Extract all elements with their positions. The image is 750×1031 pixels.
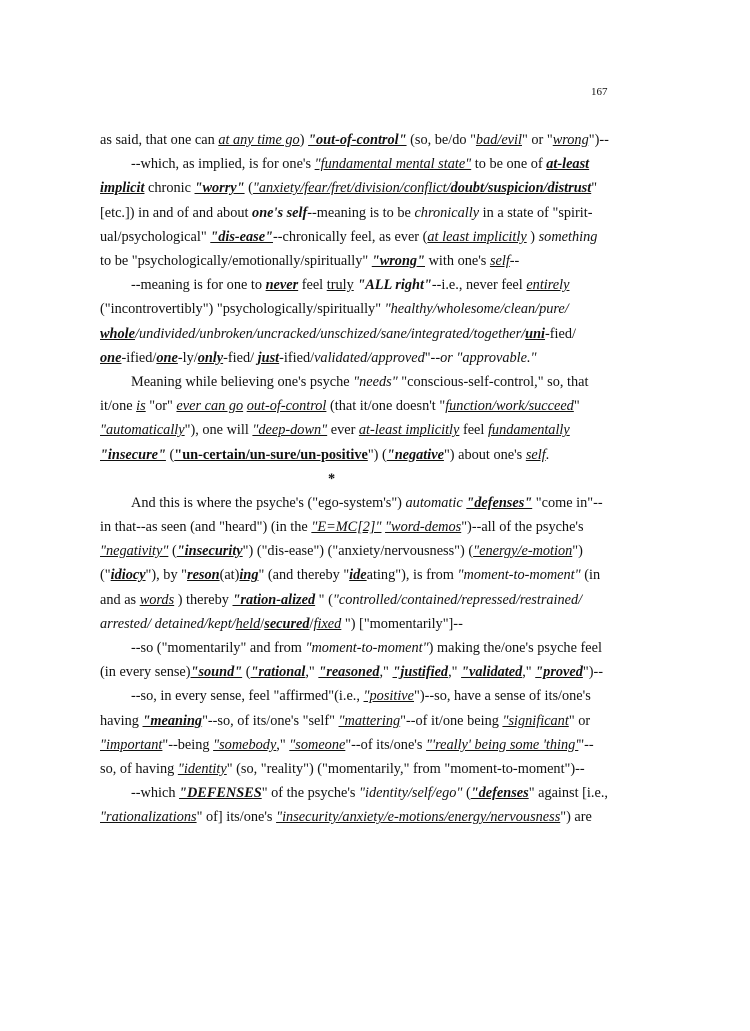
text-run: or "approvable."	[440, 349, 537, 366]
text-run: "negative	[386, 446, 444, 463]
text-run: function/work/succeed	[445, 398, 574, 415]
text-line	[100, 201, 620, 225]
text-run: .	[545, 446, 550, 463]
section-break-asterisk	[100, 467, 620, 491]
text-run: -fied/	[223, 349, 258, 366]
text-run: " or	[568, 712, 591, 729]
text-line	[100, 684, 620, 708]
text-run: "	[591, 180, 598, 197]
text-run: "rationalizations	[100, 809, 197, 826]
text-line	[100, 636, 620, 660]
text-run: "insecurity	[176, 543, 243, 560]
text-run: "--so, of its/one's "self"	[202, 712, 339, 729]
text-run: "'really' being some 'thing'	[426, 736, 579, 753]
text-line	[100, 225, 620, 249]
text-run: "moment-to-moment"	[457, 567, 581, 584]
text-run: "--of its/one's	[345, 736, 427, 753]
text-run: "ALL right"	[357, 277, 432, 294]
text-run: "mattering	[338, 712, 401, 729]
text-run: "insecurity/anxiety/e-motions/energy/nervousness	[276, 809, 561, 826]
text-run: "controlled/contained/repressed/restrained/	[332, 591, 583, 608]
text-run: ")--all of the psyche's	[461, 519, 584, 536]
text-run: "out-of-control"	[308, 132, 407, 148]
text-run: "un-certain/un-sure/un-positive	[174, 446, 368, 463]
text-run: whole	[100, 325, 135, 342]
text-run: -ified/	[279, 349, 315, 366]
text-run: ever	[327, 422, 359, 439]
text-run: ")--	[582, 664, 603, 681]
text-run: (that it/one doesn't "	[326, 398, 446, 415]
text-line	[100, 152, 620, 176]
text-run: at-least implicitly	[358, 422, 460, 439]
text-run: feel	[459, 422, 488, 439]
text-run: --chronically feel, as ever (	[273, 228, 428, 245]
text-run: ("incontrovertibly") "psychologically/spiritually"	[100, 301, 385, 318]
text-run: one's self	[252, 204, 308, 221]
text-run: at-least	[546, 156, 590, 173]
text-run: having	[100, 712, 143, 729]
text-run: (in	[580, 567, 601, 584]
text-run: in that--as seen (and "heard") (in the	[100, 519, 312, 536]
text-run: so, of having	[100, 761, 178, 778]
text-run: uni	[525, 325, 546, 342]
text-run: ")--	[588, 132, 609, 148]
text-run: entirely	[526, 277, 570, 294]
text-run: ,"	[379, 664, 393, 681]
text-run: only	[197, 349, 224, 366]
text-run: with one's	[425, 253, 490, 270]
text-run: --which	[131, 785, 180, 802]
text-run: "validated	[461, 664, 523, 681]
text-run: /	[260, 615, 265, 632]
text-run: ) making the/one's psyche feel	[428, 640, 602, 657]
text-run: (at)	[219, 567, 240, 584]
text-run: fixed	[313, 615, 342, 632]
text-run: bad/evil	[475, 132, 522, 148]
text-run: ing	[239, 567, 259, 584]
text-line	[100, 515, 620, 539]
text-run: it/one	[100, 398, 137, 415]
text-run: "), one will	[184, 422, 253, 439]
text-run: " of the psyche's	[261, 785, 360, 802]
text-line	[100, 612, 620, 636]
text-run: just	[257, 349, 280, 366]
text-line	[100, 757, 620, 781]
text-line	[100, 394, 620, 418]
text-run: validated/approved	[314, 349, 425, 366]
text-run: "DEFENSES	[179, 785, 262, 802]
text-line	[100, 273, 620, 297]
text-run: )	[526, 228, 539, 245]
text-run: --so ("momentarily" and from	[131, 640, 306, 657]
text-run: ,"	[448, 664, 462, 681]
text-run: and as	[100, 591, 140, 608]
text-run: (	[242, 664, 251, 681]
text-run: words	[139, 591, 175, 608]
text-run: " (so, "reality") ("momentarily," from "moment-to-moment")--	[226, 761, 585, 778]
text-run: implicit	[100, 180, 145, 197]
text-run: ,"	[305, 664, 319, 681]
text-run: out-of-control	[246, 398, 327, 415]
text-run: "identity/self/ego"	[359, 785, 463, 802]
text-run: Meaning while believing one's psyche	[131, 374, 354, 391]
text-line	[100, 539, 620, 563]
text-run: ) thereby	[174, 591, 233, 608]
text-run: " (and thereby "	[258, 567, 350, 584]
text-run: ") ["momentarily"]--	[341, 615, 463, 632]
text-run: "significant	[502, 712, 569, 729]
text-run: " or "	[521, 132, 553, 148]
text-line	[100, 805, 620, 829]
text-run: one	[100, 349, 122, 366]
text-run: (	[168, 543, 177, 560]
page-number: 167	[591, 86, 608, 98]
text-run: "worry"	[194, 180, 245, 197]
text-run: chronic	[144, 180, 195, 197]
text-run: "ration-alized	[232, 591, 316, 608]
text-run: idiocy	[110, 567, 146, 584]
text-run: "--	[424, 349, 441, 366]
text-run: "come in"--	[532, 494, 603, 511]
text-run: /undivided/unbroken/uncracked/unschized/sane/integrated/together/	[134, 325, 526, 342]
text-run: "energy/e-motion	[473, 543, 573, 560]
text-run: "identity	[177, 761, 227, 778]
text-run: to be "psychologically/emotionally/spiritually"	[100, 253, 372, 270]
text-run: "	[573, 398, 580, 415]
text-run: ating"), is from	[366, 567, 458, 584]
text-run: ") (	[367, 446, 387, 463]
text-line	[100, 322, 620, 346]
text-run: "deep-down"	[252, 422, 328, 439]
text-run: ("	[100, 567, 111, 584]
text-line	[100, 128, 620, 152]
text-line	[100, 370, 620, 394]
text-run: never	[265, 277, 299, 294]
text-run: --	[509, 253, 520, 270]
text-run: " (	[315, 591, 333, 608]
text-line	[100, 781, 620, 805]
text-run: secured	[264, 615, 310, 632]
text-run: "meaning	[142, 712, 203, 729]
text-run: truly	[326, 277, 354, 294]
text-run: "--	[578, 736, 594, 753]
text-run: "positive	[363, 688, 415, 705]
text-run: "word-demos	[385, 519, 462, 536]
text-run: wrong	[552, 132, 589, 148]
text-run: "anxiety/fear/fret/division/conflict/	[252, 180, 451, 197]
text-line	[100, 297, 620, 321]
text-run: one	[156, 349, 178, 366]
text-run: " against [i.e.,	[528, 785, 608, 802]
text-run: in a state of "spirit-	[479, 204, 593, 221]
text-run: "E=MC[2]"	[311, 519, 382, 536]
text-run: (	[165, 446, 175, 463]
text-run: to be one of	[471, 156, 547, 173]
text-run: at any time go	[218, 132, 300, 148]
text-run: automatic	[405, 494, 463, 511]
text-run: feel	[298, 277, 327, 294]
text-run: ide	[349, 567, 367, 584]
text-line	[100, 249, 620, 273]
text-run: -fied/	[545, 325, 576, 342]
text-line	[100, 346, 620, 370]
text-run: "moment-to-moment"	[305, 640, 429, 657]
text-line	[100, 418, 620, 442]
text-run: doubt/suspicion/distrust	[450, 180, 592, 197]
text-run: ")--so, have a sense of its/one's	[414, 688, 591, 705]
text-run: *	[328, 470, 336, 487]
text-run: held	[235, 615, 261, 632]
text-run: something	[538, 228, 598, 245]
text-run: ever can go	[176, 398, 244, 415]
text-run: -ified/	[121, 349, 157, 366]
text-run: [etc.]) in and of and about	[100, 204, 253, 221]
text-run: --meaning is for one to	[131, 277, 266, 294]
text-run: self	[489, 253, 510, 270]
text-run: (	[462, 785, 471, 802]
text-run: "proved	[535, 664, 583, 681]
text-run: (	[244, 180, 253, 197]
text-run: reson	[187, 567, 220, 584]
text-run: "--of it/one being	[400, 712, 503, 729]
text-run: fundamentally	[487, 422, 570, 439]
text-run: --meaning is to be	[307, 204, 415, 221]
text-run: "healthy/wholesome/clean/pure/	[384, 301, 569, 318]
text-run: "), by "	[145, 567, 187, 584]
text-run: at least implicitly	[427, 228, 527, 245]
text-run: " of] its/one's	[196, 809, 277, 826]
text-line	[100, 563, 620, 587]
text-line	[100, 660, 620, 684]
text-run: (in every sense)	[100, 664, 191, 681]
text-run: (so, be/do "	[406, 132, 476, 148]
text-line	[100, 176, 620, 200]
text-run: "dis-ease"	[210, 228, 273, 245]
text-run: ") about one's	[443, 446, 526, 463]
text-run: /	[309, 615, 314, 632]
text-run: ual/psychological"	[100, 228, 211, 245]
text-run: "reasoned	[318, 664, 380, 681]
body-text	[100, 128, 620, 830]
text-line	[100, 491, 620, 515]
text-run: self	[525, 446, 546, 463]
text-run: --which, as implied, is for one's	[131, 156, 315, 173]
text-run: "automatically	[100, 422, 185, 439]
text-run: ") are	[560, 809, 592, 826]
text-run: "fundamental mental state"	[314, 156, 472, 173]
text-run: "wrong"	[371, 253, 425, 270]
text-run: ,"	[522, 664, 536, 681]
text-run: chronically	[414, 204, 480, 221]
text-run: -ly/	[177, 349, 198, 366]
text-run: --so, in every sense, feel "affirmed"(i.e.,	[131, 688, 364, 705]
text-run: ") ("dis-ease") ("anxiety/nervousness") (	[242, 543, 474, 560]
text-run: And this is where the psyche's ("ego-system's")	[131, 494, 406, 511]
text-line	[100, 588, 620, 612]
text-run: "or"	[145, 398, 177, 415]
text-run: "someone	[289, 736, 346, 753]
text-run: "justified	[392, 664, 449, 681]
text-run: "important	[100, 736, 163, 753]
text-run: ,"	[276, 736, 290, 753]
text-run: )	[299, 132, 309, 148]
text-run: --i.e., never feel	[431, 277, 527, 294]
text-run: ")	[572, 543, 583, 560]
text-run: "insecure"	[100, 446, 166, 463]
text-run: "rational	[250, 664, 306, 681]
text-line	[100, 443, 620, 467]
text-run: is	[136, 398, 146, 415]
text-run: arrested/ detained/kept/	[100, 615, 236, 632]
text-run: "conscious-self-control," so, that	[397, 374, 589, 391]
text-run: "sound"	[190, 664, 243, 681]
text-run: "somebody	[213, 736, 277, 753]
text-line	[100, 733, 620, 757]
text-run: "needs"	[353, 374, 398, 391]
text-run: "--being	[162, 736, 214, 753]
text-run: "defenses	[470, 785, 529, 802]
text-run: "negativity"	[100, 543, 169, 560]
text-run: "defenses"	[466, 494, 533, 511]
text-line	[100, 709, 620, 733]
text-run: as said, that one can	[100, 132, 219, 148]
